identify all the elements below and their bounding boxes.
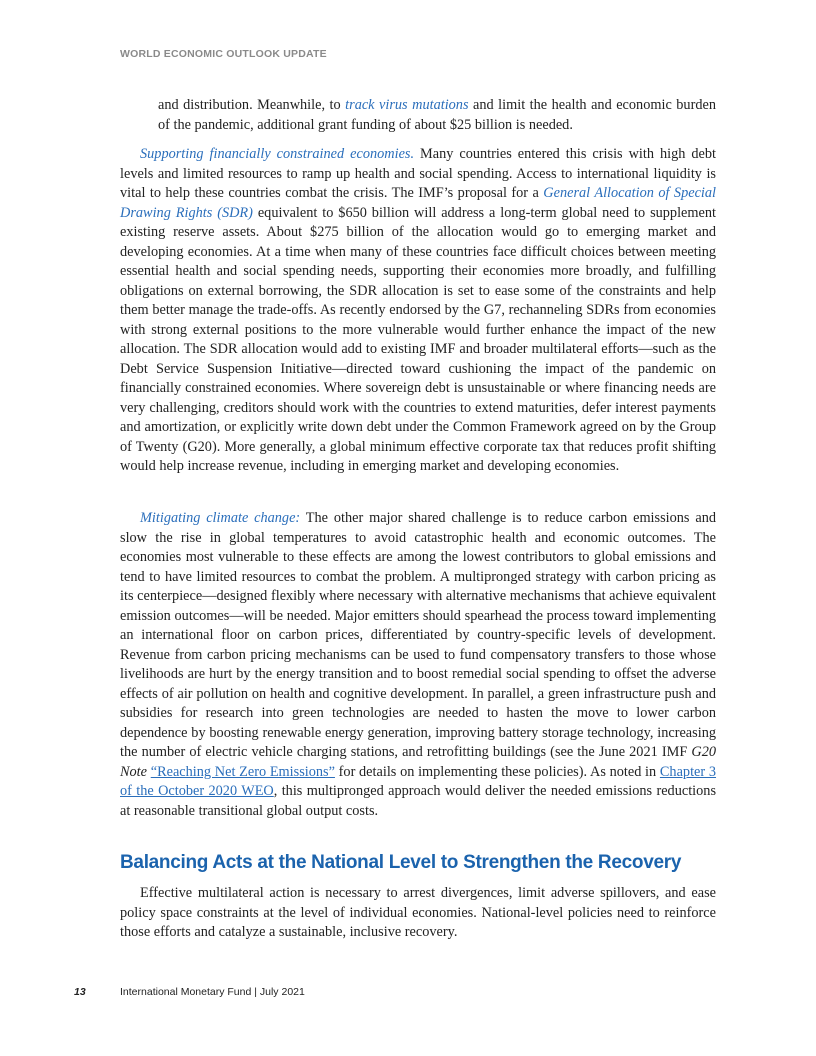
paragraph-climate-change: [120, 509, 716, 821]
paragraph-national-level: [120, 884, 716, 943]
footer-text: International Monetary Fund | July 2021: [120, 986, 305, 998]
para3-text-c: , this multipronged approach would deliver the needed emissions reductions at reasonable transitional global output costs.: [120, 783, 717, 819]
page-number: 13: [74, 986, 86, 998]
para3-text-b: for details on implementing these policies). As noted in: [334, 763, 660, 780]
para3-text-a: The other major shared challenge is to reduce carbon emissions and slow the rise in global temperatures to avoid catastrophic health and economic outcomes. The economies most vulnerable to these effects are among the lowest contributors to global emissions and tend to have limited resources to combat the problem. A multipronged strategy with carbon pricing as its centerpiece—designed flexibly where necessary with alternative mechanisms that achieve equivalent emission outcomes—will be needed. Major emitters should spearhead the process toward implementing an international floor on carbon prices, differentiated by country-specific levels of development. Revenue from carbon pricing mechanisms can be used to fund compensatory transfers to those whose livelihoods are hurt by the energy transition and to boost remedial social spending to offset the adverse effects of air pollution on health and cognitive development. In parallel, a green infrastructure push and subsidies for research into green technologies are needed to hasten the move to lower carbon dependence by boosting renewable energy generation, improving battery storage technology, increasing the number of electric vehicle charging stations, and retrofitting buildings (see the June 2021 IMF: [120, 510, 716, 760]
sdr-allocation-link[interactable]: General Allocation of Special Drawing Rights (SDR): [120, 185, 717, 221]
para3-lead-in: Mitigating climate change:: [140, 510, 301, 526]
g20-note-label: G20 Note: [120, 744, 716, 780]
paragraph-financially-constrained: [120, 145, 716, 477]
reaching-net-zero-link[interactable]: “Reaching Net Zero Emissions”: [150, 763, 335, 780]
section-paragraph: Effective multilateral action is necessary to arrest divergences, limit adverse spillovers, and ease policy space constraints at the level of individual economies. National-level policies need to reinforce those efforts and catalyze a sustainable, inclusive recovery.: [120, 885, 716, 940]
running-header: WORLD ECONOMIC OUTLOOK UPDATE: [120, 48, 327, 60]
weo-chapter3-link[interactable]: Chapter 3 of the October 2020 WEO: [120, 763, 717, 799]
para2-text-a: Many countries entered this crisis with high debt levels and limited resources to ramp up health and social spending. Access to international liquidity is vital to help these countries combat the crisis. The IMF’s proposal for a: [120, 146, 716, 201]
para2-lead-in: Supporting financially constrained economies.: [140, 146, 415, 162]
paragraph-continuation: [120, 96, 716, 135]
para1-text-b: and limit the health and economic burden of the pandemic, additional grant funding of about $25 billion is needed.: [158, 97, 716, 133]
section-heading: Balancing Acts at the National Level to Strengthen the Recovery: [120, 852, 682, 873]
track-virus-mutations-link[interactable]: track virus mutations: [345, 97, 469, 113]
para2-text-b: equivalent to $650 billion will address a long-term global need to supplement existing reserve assets. About $275 billion of the allocation would go to emerging market and developing economies. At a time when many of these countries face difficult choices between meeting essential health and social spending needs, supporting their economies more broadly, and fulfilling obligations on external borrowing, the SDR allocation is set to ease some of the constraints and help them better manage the trade-offs. As recently endorsed by the G7, rechanneling SDRs from economies with strong external positions to the more vulnerable would further enhance the impact of the new allocation. The SDR allocation would add to existing IMF and broader multilateral efforts—such as the Debt Service Suspension Initiative—directed toward cushioning the impact of the pandemic on financially constrained economies. Where sovereign debt is unsustainable or where financing needs are very challenging, creditors should work with the countries to extend maturities, defer interest payments and amortization, or explicitly write down debt under the Common Framework agreed on by the Group of Twenty (G20). More generally, a global minimum effective corporate tax that reduces profit shifting would help increase revenue, including in emerging market and developing economies.: [120, 204, 716, 474]
para1-text-a: and distribution. Meanwhile, to: [158, 97, 346, 113]
